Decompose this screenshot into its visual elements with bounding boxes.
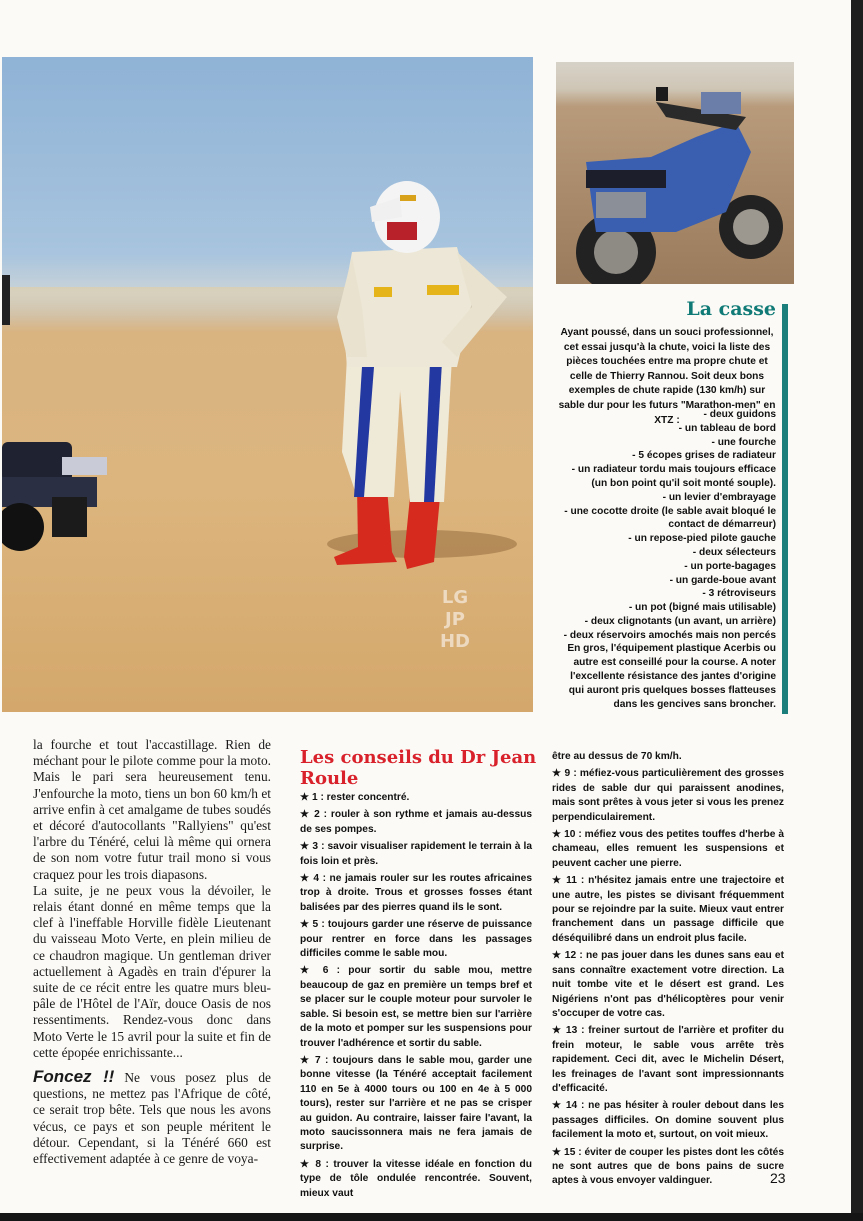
tip: ★ 6 : pour sortir du sable mou, mettre beaucoup de gaz en première un temps bref et se placer sur le couple moteur pour survoler le sable. Si besoin est, se mettre bien sur l'arrière de la moto et pomper sur les suspensions pour trouver l'adhérence et sortir du sable. <box>300 965 532 1049</box>
list-item: - deux guidons <box>703 409 776 420</box>
tip: ★ 15 : éviter de couper les pistes dont les côtés ne sont autres que de bons pains de sucre aptes à vous envoyer valdinguer. <box>552 1146 784 1187</box>
tip: ★ 7 : toujours dans le sable mou, garder une bonne vitesse (la Ténéré acceptait facilement 110 en 5e à 4000 tours ou 100 en 4e à 5 000 tours), rester sur l'arrière et ne pas se crisper au guidon. Au contraire, laisser faire l'avant, la moto saucissonnera mais ne fera jamais de surprise. <box>300 1054 532 1153</box>
list-item: - deux réservoirs amochés mais non percés <box>563 629 776 641</box>
list-item: - 3 rétroviseurs <box>702 588 776 600</box>
article-paragraph: la fourche et tout l'accastillage. Rien de méchant pour le pilote comme pour la moto. <box>33 737 271 769</box>
motorbike-left-edge <box>2 275 107 551</box>
tip: ★ 5 : toujours garder une réserve de puissance pour rentrer en force dans les passages difficiles comme le sable mou. <box>300 919 532 960</box>
list-item: - un pot (bigné mais utilisable) <box>628 602 776 614</box>
article-paragraph: Mais le pari sera heureusement tenu. J'enfourche la moto, tiens un bon 60 km/h et arrive enfin à cet amalgame de tubes soudés et décoré d'autocollants "Rallyiens" qu'est l'arbre du Ténéré, celui là même qui ornera de son nom votre futur trail mono si vous craquez pour les trois diapasons. <box>33 769 271 882</box>
list-item: - deux clignotants (un avant, un arrière) <box>584 615 776 627</box>
sidebar-accent-bar <box>782 304 788 714</box>
conseils-column-2 <box>552 750 784 1192</box>
tip: ★ 13 : freiner surtout de l'arrière et profiter du frein moteur, le sable vous arrête très rapidement. Ceci dit, avec le Michelin Désert, les freinages de l'avant sont impressionnants d'efficacité. <box>552 1025 784 1094</box>
tip: ★ 1 : rester concentré. <box>300 792 410 803</box>
tip: ★ 14 : ne pas hésiter à rouler debout dans les passages difficiles. On domine souvent plus facilement la moto et, surtout, on voit mieux. <box>552 1100 784 1141</box>
rider <box>334 181 507 569</box>
foncez-text: Ne vous posez plus de questions, ne mettez pas l'Afrique de côté, ce serait trop bête. Tels que nous les avons vécus, ce pays et son peuple méritent le détour. Cependant, si la Ténéré 660 est effectivement adaptée à ce genre de voya- <box>33 1070 271 1167</box>
list-item: - un levier d'embrayage <box>662 491 776 503</box>
tip: ★ 4 : ne jamais rouler sur les routes africaines trop à droite. Trous et grosses fosses étant balisées par des pierres quand ils le sont. <box>300 873 532 913</box>
casse-title: La casse <box>686 298 776 320</box>
article-paragraph-foncez <box>33 1069 271 1167</box>
tip: ★ 11 : n'hésitez jamais entre une trajectoire et une autre, les pistes se divisant fréquemment pour se rejoindre par la suite. Mieux vaut entrer franchement dans un passage difficile que déséquilibré dans un endroit plus facile. <box>552 875 784 944</box>
list-item: - un porte-bagages <box>684 560 776 572</box>
list-item: - une cocotte droite (le sable avait bloqué le contact de démarreur) <box>564 505 776 531</box>
article-column <box>33 737 271 1167</box>
tip: être au dessus de 70 km/h. <box>552 751 682 762</box>
list-item: - un garde-boue avant <box>669 574 776 586</box>
page-edge-shadow <box>851 0 863 1221</box>
article-paragraph: La suite, je ne peux vous la dévoiler, le relais étant donné en même temps que la clef à l'ineffable Horville fidèle Lieutenant du vaisseau Moto Verte, en plein milieu de ce chaudron magique. Un gentleman driver actuellement à Agadès en train d'épurer la suite de ce récit entre les quatre murs bleu-pâle de l'Hôtel de l'Aïr, douce Oasis de nos ressentiments. Rendez-vous donc dans Moto Verte le 15 avril pour la suite et fin de cette épopée enrichissante... <box>33 882 271 1060</box>
page-bottom-edge <box>0 1213 863 1221</box>
page-number: 23 <box>770 1170 786 1186</box>
motorbike-photo <box>556 62 794 284</box>
tip: ★ 9 : méfiez-vous particulièrement des grosses rides de sable dur qui paraissent anodines, mais sont prêtes à vous jeter si vous les prenez perpendiculairement. <box>552 768 784 823</box>
list-item: - deux sélecteurs <box>692 546 776 558</box>
tip: ★ 10 : méfiez vous des petites touffes d'herbe à chameau, elles remuent les suspensions et peuvent cacher une pierre. <box>552 829 784 869</box>
watermark-logo: LG JP HD <box>439 587 470 652</box>
list-item: - un tableau de bord <box>678 422 776 434</box>
casse-intro: Ayant poussé, dans un souci professionnel, cet essai jusqu'à la chute, voici la liste des pièces touchées entre ma propre chute et celle de Thierry Rannou. Soit deux bons exemples de chute rapide (130 km/h) sur sable dur pour les futurs "Marathon-men" en XTZ : <box>558 327 776 426</box>
list-item: - un radiateur tordu mais toujours efficace (un bon point qu'il soit monté souple). <box>571 464 776 489</box>
blue-motorbike-illustration <box>556 62 794 284</box>
tip: ★ 3 : savoir visualiser rapidement le terrain à la fois loin et près. <box>300 841 532 867</box>
list-item: - un repose-pied pilote gauche <box>628 533 776 545</box>
list-item: - une fourche <box>711 436 776 448</box>
casse-list <box>558 408 776 643</box>
tip: ★ 2 : rouler à son rythme et jamais au-dessus de ses pompes. <box>300 809 532 835</box>
list-item: - 5 écopes grises de radiateur <box>632 450 776 462</box>
foncez-lead: Foncez !! <box>33 1067 115 1087</box>
conseils-column-1 <box>300 791 532 1204</box>
desert-rider-photo <box>2 57 533 712</box>
tip: ★ 8 : trouver la vitesse idéale en fonction du type de tôle ondulée rencontrée. Souvent, mieux vaut <box>300 1158 532 1199</box>
casse-outro: En gros, l'équipement plastique Acerbis ou autre est conseillé pour la course. A noter l'excellente résistance des jantes d'origine qui auront pris quelques bosses flatteuses dans les gencives sans broncher. <box>567 643 776 710</box>
conseils-title: Les conseils du Dr Jean Roule <box>300 747 537 789</box>
tip: ★ 12 : ne pas jouer dans les dunes sans eau et sans connaître exactement votre direction. La nuit tombe vite et le désert est grand. Les Nigériens n'ont pas d'hélicoptères pour venir s'occuper de votre cas. <box>552 950 784 1019</box>
